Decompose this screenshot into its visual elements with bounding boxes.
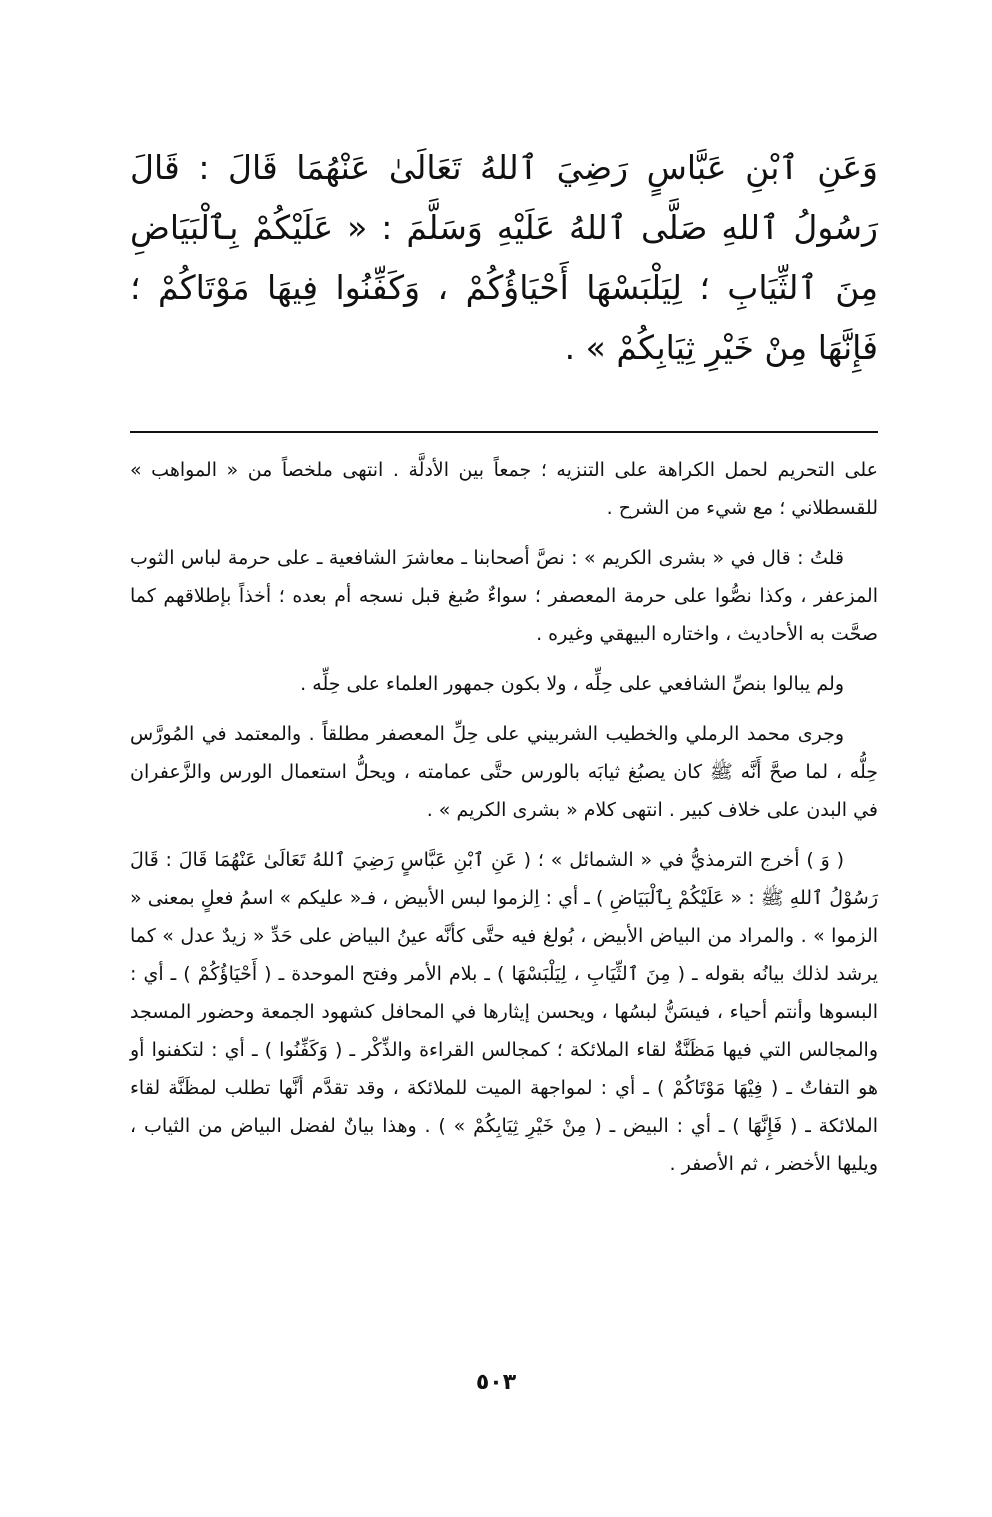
commentary-paragraph: قلتُ : قال في « بشرى الكريم » : نصَّ أصحابنا ـ معاشرَ الشافعية ـ على حرمة لباس الثوب المزعفر ، وكذا نصُّوا على حرمة المعصفر ؛ سواءٌ صُبغ قبل نسجه أم بعده ؛ أخذاً بإطلاقهم كما صحَّت به الأحاديث ، واختاره البيهقي وغيره . [130, 547, 878, 645]
hadith-text: وَعَنِ ٱبْنِ عَبَّاسٍ رَضِيَ ٱللهُ تَعَالَىٰ عَنْهُمَا قَالَ : قَالَ رَسُولُ ٱللهِ صَلَّى ٱللهُ عَلَيْهِ وَسَلَّمَ : « عَلَيْكُمْ بِٱلْبَيَاضِ مِنَ ٱلثِّيَابِ ؛ لِيَلْبَسْهَا أَحْيَاؤُكُمْ ، وَكَفِّنُوا فِيهَا مَوْتَاكُمْ ؛ فَإِنَّهَا مِنْ خَيْرِ ثِيَابِكُمْ » . [130, 148, 878, 367]
commentary-paragraph: وجرى محمد الرملي والخطيب الشربيني على حِلِّ المعصفر مطلقاً . والمعتمد في المُورَّس حِلُّه ، لما صحَّ أَنَّه ﷺ كان يصبُغ ثيابَه بالورس حتَّى عمامته ، ويحلُّ استعمال الورس والزَّعفران في البدن على خلاف كبير . انتهى كلام « بشرى الكريم » . [130, 723, 878, 821]
page-body [130, 138, 878, 1195]
commentary-paragraph: ( وَ ) أخرج الترمذيُّ في « الشمائل » ؛ ( عَنِ ٱبْنِ عَبَّاسٍ رَضِيَ ٱللهُ تَعَالَىٰ عَنْهُمَا قَالَ : قَالَ رَسُوْلُ ٱللهِ ﷺ : « عَلَيْكُمْ بِٱلْبَيَاضِ ) ـ أي : اِلزموا لبس الأبيض ، فـ« عليكم » اسمُ فعلٍ بمعنى « الزموا » . والمراد من البياض الأبيض ، بُولغ فيه حتَّى كأنَّه عينُ البياض على حَدِّ « زيدٌ عدل » كما يرشد لذلك بيانُه بقوله ـ ( مِنَ ٱلثِّيَابِ ، لِيَلْبَسْهَا ) ـ بلام الأمر وفتح الموحدة ـ ( أَحْيَاؤُكُمْ ) ـ أي : البسوها وأنتم أحياء ، فيسَنُّ لبسُها ، ويحسن إيثارها في المحافل كشهود الجمعة وحضور المسجد والمجالس التي فيها مَظَنَّةٌ لقاء الملائكة ؛ كمجالس القراءة والذِّكْر ـ ( وَكَفِّنُوا ) ـ أي : لتكفنوا أو هو التفاتٌ ـ ( فِيْهَا مَوْتَاكُمْ ) ـ أي : لمواجهة الميت للملائكة ، وقد تقدَّم أنَّها تطلب لمظَنَّة لقاء الملائكة ـ ( فَإِنَّهَا ) ـ أي : البيض ـ ( مِنْ خَيْرِ ثِيَابِكُمْ » ) . وهذا بيانٌ لفضل البياض من الثياب ، ويليها الأخضر ، ثم الأصفر . [130, 849, 878, 1175]
commentary-paragraph: على التحريم لحمل الكراهة على التنزيه ؛ جمعاً بين الأدلَّة . انتهى ملخصاً من « المواهب » للقسطلاني ؛ مع شيء من الشرح . [130, 459, 878, 519]
page-number: ٥٠٣ [475, 1370, 517, 1395]
commentary-paragraph: ولم يبالوا بنصِّ الشافعي على حِلِّه ، ولا بكون جمهور العلماء على حِلِّه . [300, 673, 844, 695]
footnote-divider [130, 431, 878, 433]
